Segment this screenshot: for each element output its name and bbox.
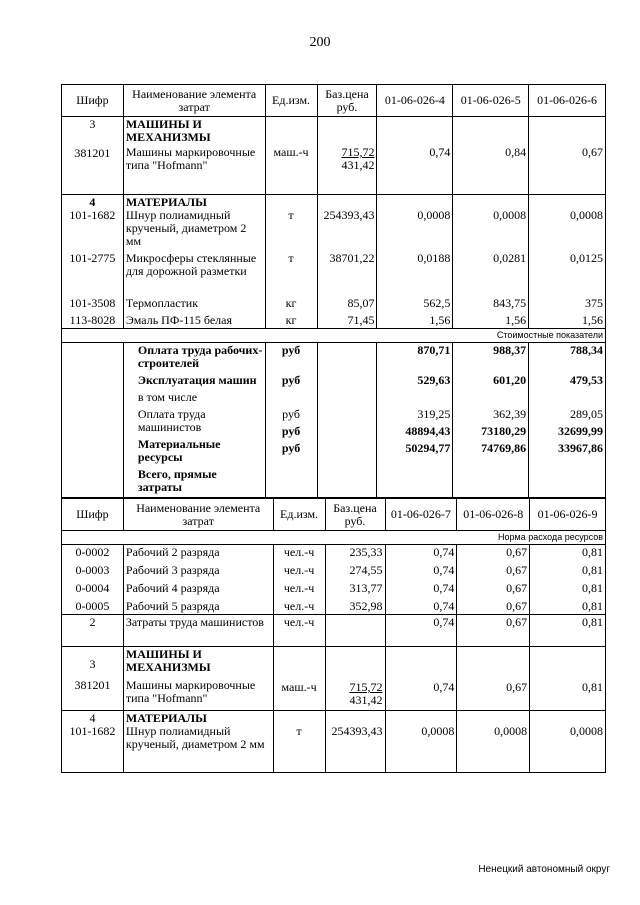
worker-values-1: 0,74 0,74 0,74 0,74 bbox=[385, 545, 457, 615]
machine-price: 715,72 431,42 bbox=[317, 117, 377, 195]
worker-values-3: 0,81 0,81 0,81 0,81 bbox=[530, 545, 606, 615]
cell-value: 0,67 bbox=[529, 117, 606, 195]
resource-table-2 bbox=[61, 498, 606, 773]
header-price: Баз.цена руб. bbox=[325, 499, 385, 531]
cell-value: 0,74 bbox=[385, 647, 457, 711]
worker-codes: 0-0002 0-0003 0-0004 0-0005 bbox=[62, 545, 124, 615]
section-name: МАШИНЫ И МЕХАНИЗМЫ Машины маркировочные типа "Hofmann" bbox=[123, 117, 265, 195]
material-unit: т bbox=[273, 711, 325, 773]
header-col-1: 01-06-026-7 bbox=[385, 499, 457, 531]
section-name: Затраты труда машинистов bbox=[123, 615, 273, 647]
cost-values-2: 988,37 601,20 362,39 73180,29 74769,86 bbox=[453, 343, 529, 498]
page-number: 200 bbox=[309, 35, 331, 50]
header-col-2: 01-06-026-5 bbox=[453, 85, 529, 117]
section-name: МАШИНЫ И МЕХАНИЗМЫ Машины маркировочные типа "Hofmann" bbox=[123, 647, 273, 711]
worker-names: Рабочий 2 разряда Рабочий 3 разряда Рабочий 4 разряда Рабочий 5 разряда bbox=[123, 545, 273, 615]
table-header-row bbox=[62, 85, 606, 117]
cell-value: 0,0008 bbox=[530, 711, 606, 773]
table-row bbox=[62, 647, 606, 711]
table-row bbox=[62, 117, 606, 195]
header-col-3: 01-06-026-9 bbox=[530, 499, 606, 531]
header-name: Наименование элемента затрат bbox=[123, 499, 273, 531]
cell-value: 0,81 bbox=[530, 615, 606, 647]
machine-price: 715,72 431,42 bbox=[325, 647, 385, 711]
header-code: Шифр bbox=[62, 499, 124, 531]
cost-names: Оплата труда рабочих-строителей Эксплуатация машин в том числе Оплата труда машинистов Материальные ресурсы Всего, прямые затраты bbox=[123, 343, 265, 498]
header-col-3: 01-06-026-6 bbox=[529, 85, 606, 117]
material-prices: 254393,43 38701,22 85,07 71,45 bbox=[317, 195, 377, 329]
section-code: 4 101-1682 101-2775 101-3508 113-8028 bbox=[62, 195, 124, 329]
section-name: МАТЕРИАЛЫ Шнур полиамидный крученый, диаметром 2 мм bbox=[123, 711, 273, 773]
footer-region: Ненецкий автономный округ bbox=[478, 864, 610, 875]
header-col-1: 01-06-026-4 bbox=[377, 85, 453, 117]
table-header-row bbox=[62, 499, 606, 531]
cell-value: 0,67 bbox=[457, 615, 530, 647]
cell-value: 0,0008 bbox=[457, 711, 530, 773]
worker-rows bbox=[62, 545, 606, 615]
material-values-2: 0,0008 0,0281 843,75 1,56 bbox=[453, 195, 529, 329]
machine-unit: маш.-ч bbox=[273, 647, 325, 711]
section-code: 3 381201 bbox=[62, 117, 124, 195]
material-names: МАТЕРИАЛЫ Шнур полиамидный крученый, диаметром 2 мм Микросферы стеклянные для дорожной разметки Термопластик Эмаль ПФ-115 белая bbox=[123, 195, 265, 329]
table-row bbox=[62, 615, 606, 647]
header-code: Шифр bbox=[62, 85, 124, 117]
material-units: т т кг кг bbox=[265, 195, 317, 329]
table-row bbox=[62, 195, 606, 329]
cell-value: 0,0008 bbox=[385, 711, 457, 773]
norm-label-row bbox=[62, 531, 606, 545]
resource-table-1 bbox=[61, 84, 606, 498]
header-name: Наименование элемента затрат bbox=[123, 85, 265, 117]
header-col-2: 01-06-026-8 bbox=[457, 499, 530, 531]
norm-label: Норма расхода ресурсов bbox=[62, 531, 606, 545]
table-row bbox=[62, 711, 606, 773]
cell-value: 0,74 bbox=[385, 615, 457, 647]
cell-value: 0,81 bbox=[530, 647, 606, 711]
header-unit: Ед.изм. bbox=[273, 499, 325, 531]
cell-value: 0,84 bbox=[453, 117, 529, 195]
worker-units: чел.-ч чел.-ч чел.-ч чел.-ч bbox=[273, 545, 325, 615]
cost-label: Стоимостные показатели bbox=[62, 329, 606, 343]
cell-value: 0,67 bbox=[457, 647, 530, 711]
material-values-1: 0,0008 0,0188 562,5 1,56 bbox=[377, 195, 453, 329]
worker-prices: 235,33 274,55 313,77 352,98 bbox=[325, 545, 385, 615]
section-code: 2 bbox=[62, 615, 124, 647]
material-values-3: 0,0008 0,0125 375 1,56 bbox=[529, 195, 606, 329]
cost-units: руб руб руб руб руб bbox=[265, 343, 317, 498]
cell-value: 0,74 bbox=[377, 117, 453, 195]
machine-unit: маш.-ч bbox=[265, 117, 317, 195]
section-unit: чел.-ч bbox=[273, 615, 325, 647]
cost-values-1: 870,71 529,63 319,25 48894,43 50294,77 bbox=[377, 343, 453, 498]
empty-cell bbox=[317, 343, 377, 498]
cost-label-row bbox=[62, 329, 606, 343]
header-unit: Ед.изм. bbox=[265, 85, 317, 117]
section-code: 4 101-1682 bbox=[62, 711, 124, 773]
empty-cell bbox=[325, 615, 385, 647]
worker-values-2: 0,67 0,67 0,67 0,67 bbox=[457, 545, 530, 615]
cost-values-3: 788,34 479,53 289,05 32699,99 33967,86 bbox=[529, 343, 606, 498]
header-price: Баз.цена руб. bbox=[317, 85, 377, 117]
empty-cell bbox=[62, 343, 124, 498]
section-code: 3 381201 bbox=[62, 647, 124, 711]
material-price: 254393,43 bbox=[325, 711, 385, 773]
cost-rows bbox=[62, 343, 606, 498]
